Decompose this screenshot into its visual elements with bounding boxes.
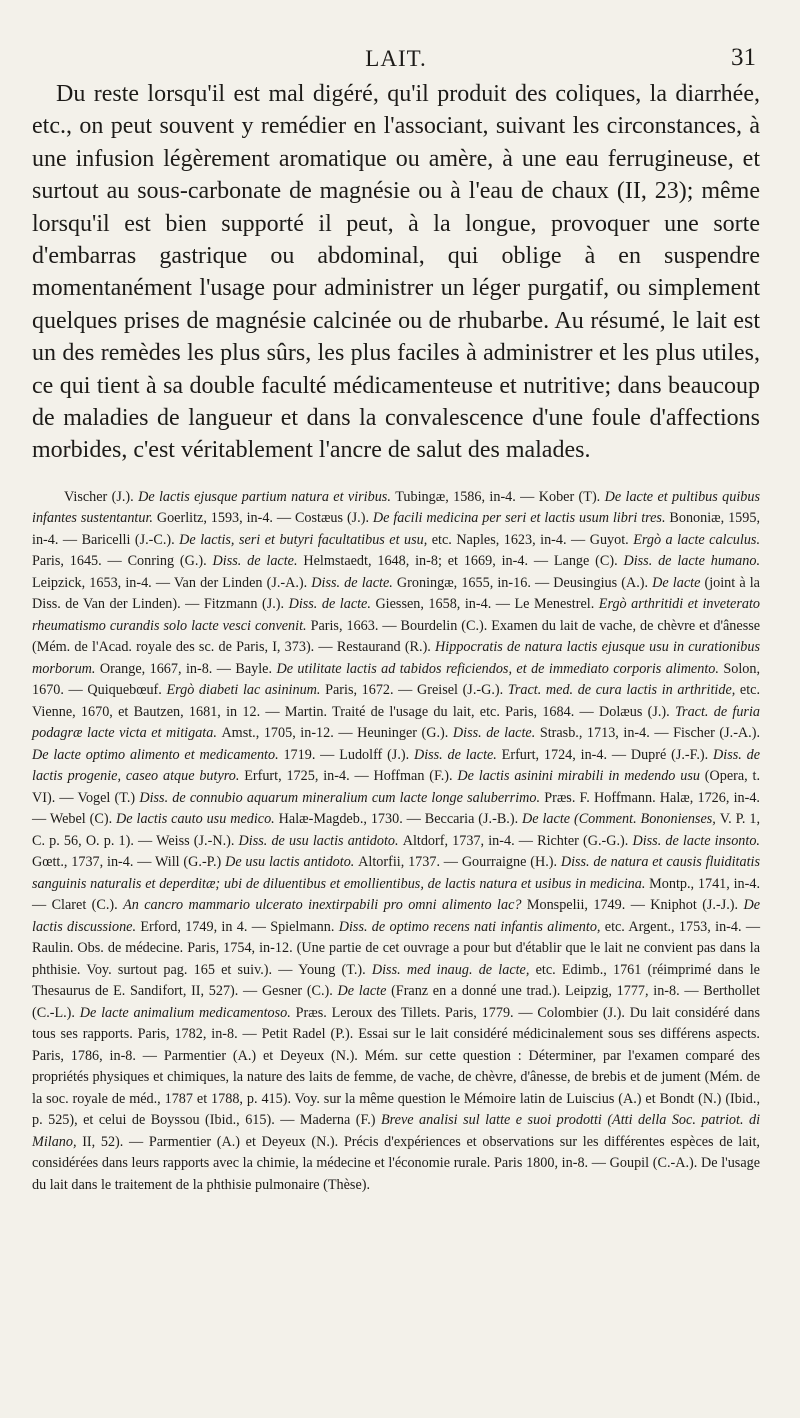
reference-author: Vogel (T.) [77, 789, 140, 806]
reference-title: De lacte et pultibus quibus infantes sustentantur. [32, 488, 760, 527]
reference-title: De lacte optimo alimento et medicamento. [32, 746, 284, 763]
reference-details: Præs. F. Hoffmann. Halæ, 1726, in-4. — [32, 789, 760, 828]
reference-title: De lactis discussione. [32, 897, 760, 935]
reference-details: Orange, 1667, in-8. — [99, 660, 236, 677]
reference-entry [64, 489, 539, 505]
reference-author: Guyot. [589, 531, 634, 548]
reference-author: Fitzmann (J.). [203, 596, 289, 613]
reference-author: Young (T.). [298, 961, 372, 978]
reference-title: De lactis ejusque partium natura et viribus. [138, 488, 396, 505]
reference-details: Du lait considéré dans tous ses rapports. Paris, 1782, in-8. — [32, 1004, 761, 1043]
reference-title: Diss. de lacte. [212, 553, 304, 570]
reference-entry [174, 575, 553, 591]
reference-author: Maderna (F.) [299, 1112, 381, 1129]
reference-entry [270, 919, 760, 935]
reference-entry [357, 725, 673, 741]
reference-details: etc. Vienne, 1670, et Bautzen, 1681, in 12. — [32, 682, 760, 720]
reference-title: Ergò diabeti lac asininum. [166, 682, 326, 699]
reference-entry [52, 897, 651, 913]
reference-details: Tubingæ, 1586, in-4. — [395, 488, 539, 505]
reference-title: De facili medicina per seri et lactis usum libri tres. [372, 510, 670, 527]
reference-details: Paris, 1663. — [310, 617, 401, 634]
reference-title: De lactis cauto usu medico. [116, 811, 279, 828]
reference-title: Diss. de lacte humano. [623, 553, 760, 570]
reference-details: (Franz en a donné une trad.). Leipzig, 1777, in-8. — [391, 983, 704, 1000]
reference-author: Dolæus (J.). [598, 703, 675, 720]
reference-details: V. P. 1, C. p. 56, O. p. 1). — [32, 811, 761, 849]
reference-details: Essai sur le lait considéré médicinalement sous ses différens aspects. Paris, 1786, in-8. — [32, 1026, 760, 1064]
reference-details: Erford, 1749, in 4. — [140, 918, 271, 935]
reference-details: Erfurt, 1724, in-4. — [501, 746, 631, 763]
reference-details: (joint à la Diss. de Van der Linden). — [32, 574, 760, 613]
reference-author: Kniphot (J.-J.). [650, 897, 744, 914]
reference-title: Diss. de lactis progenie, caseo atque butyro. [32, 746, 760, 785]
reference-author: Gesner (C.). [261, 983, 338, 1000]
reference-details: Gœtt., 1737, in-4. — [32, 854, 155, 871]
reference-details: Examen du lait de vache, de chèvre et d'ânesse (Mém. de l'Acad. royale des sc. de Paris, I, 373). — [32, 617, 761, 656]
reference-author: Bayle. [235, 660, 277, 677]
reference-author: Fischer (J.-A.). [673, 725, 760, 742]
reference-author: Raulin. [32, 940, 78, 957]
reference-title: De lacte [652, 574, 705, 591]
reference-title: De lactis asinini mirabili in medendo usu [457, 768, 705, 785]
reference-title: Ergò arthritidi et inveterato rheumatismo curandis solo lacte vesci convenit. [32, 596, 760, 634]
reference-entry [285, 704, 599, 720]
reference-author: Le Menestrel. [514, 596, 599, 613]
reference-author: Ludolff (J.). [339, 746, 414, 763]
reference-author: Weiss (J.-N.). [156, 832, 239, 849]
reference-title: Diss. de optimo recens nati infantis alimento, [338, 918, 605, 935]
reference-title: Diss. de lacte. [452, 725, 540, 742]
reference-details: Solon, 1670. — [32, 660, 761, 699]
reference-details: Amst., 1705, in-12. — [221, 725, 358, 742]
reference-details: Giessen, 1658, in-4. — [375, 596, 515, 613]
bibliography [32, 487, 760, 1197]
reference-author: Vischer (J.). [64, 488, 139, 505]
reference-details: Goerlitz, 1593, in-4. — [156, 510, 295, 527]
reference-title: Diss. de usu lactis antidoto. [238, 832, 403, 849]
reference-title: De lacte (Comment. Bononienses, [522, 811, 720, 828]
reference-details: De l'usage du lait dans le traitement de la phthisie pulmonaire (Thèse). [32, 1155, 761, 1193]
reference-details: Précis d'expériences et observations sur les différentes espèces de lait, considérées dans leurs rapports avec la chimie, la médecine et l'économie rurale. Paris 1800, in-8. — [32, 1133, 760, 1172]
reference-title: An cancro mammario ulcerato inextirpabili pro omni alimento lac? [123, 897, 527, 914]
reference-entry [50, 811, 425, 827]
reference-details: etc. Argent., 1753, in-4. — [604, 918, 761, 935]
reference-details: Mém. sur cette question : Déterminer, par l'examen comparé des propriétés physiques et chimiques, la nature des laits de femme, de vache, de chèvre, d'ânesse, de brebis et de jument (Mém. de la soc. royale de méd., 1787 et 1788, p. 415). Voy. sur la même question le Mémoire latin de Luiscius (A.) et Bondt (N.) (Ibid., p. 525), et celui de Boyssou (Ibid., 615). — [32, 1047, 761, 1129]
reference-details: Paris, 1672. — [325, 682, 417, 699]
reference-author: Parmentier (A.) et Deyeux (N.). [148, 1133, 344, 1150]
reference-details: Paris, 1645. — [32, 553, 128, 570]
reference-details: II, 52). — [82, 1133, 149, 1150]
reference-entry [87, 682, 417, 698]
reference-details: Montp., 1741, in-4. — [32, 875, 760, 914]
reference-entry [156, 833, 537, 849]
reference-entry [82, 532, 590, 548]
reference-entry [339, 747, 631, 763]
reference-title: Tract. med. de cura lactis in arthritide, [507, 682, 740, 699]
reference-author: Deusingius (A.). [553, 574, 653, 591]
reference-details: Leipzick, 1653, in-4. — [32, 574, 174, 591]
reference-author: Conring (G.). [127, 553, 213, 570]
reference-title: Diss. med inaug. de lacte, [371, 961, 536, 978]
reference-details: Altdorf, 1737, in-4. — [402, 832, 538, 849]
reference-entry [128, 553, 554, 569]
reference-title: De lacte animalium medicamentoso. [79, 1004, 296, 1021]
reference-author: Richter (G.-G.). [537, 832, 633, 849]
reference-author: Spielmann. [270, 918, 339, 935]
reference-title: Diss. de lacte. [413, 746, 502, 763]
reference-author: Van der Linden (J.-A.). [173, 574, 312, 591]
reference-details: 1719. — [283, 746, 340, 763]
reference-entry [262, 983, 703, 999]
reference-author: Costæus (J.). [294, 510, 373, 527]
reference-author: Beccaria (J.-B.). [424, 811, 523, 828]
reference-author: Webel (C). [49, 811, 117, 828]
reference-author: Hoffman (F.). [373, 768, 458, 785]
reference-details: Halæ-Magdeb., 1730. — [278, 811, 425, 828]
reference-entry [155, 854, 462, 870]
reference-author: Quiquebœuf. [87, 682, 167, 699]
reference-details: Helmstaedt, 1648, in-8; et 1669, in-4. — [303, 553, 554, 570]
reference-title: Diss. de natura et causis fluiditatis sanguinis naturalis et deperditæ; ubi de diluentibus et emollientibus, de lactis natura et usibus in medicina. [32, 854, 760, 892]
reference-details: Bononiæ, 1595, in-4. — [32, 510, 760, 548]
reference-title: De lactis, seri et butyri facultatibus et usu, [179, 531, 432, 548]
reference-author: Restaurand (R.). [336, 639, 436, 656]
main-paragraph: Du reste lorsqu'il est mal digéré, qu'il produit des coliques, la diarrhée, etc., on peut souvent y remédier en l'associant, suivant les circonstances, à une infusion légèrement aromatique ou amère, à une eau ferrugineuse, et surtout au sous-carbonate de magnésie ou à l'eau de chaux (II, 23); même lorsqu'il est bien supporté il peut, à la longue, provoquer une sorte d'embarras gastrique ou abdominal, qui oblige à en suspendre momentanément l'usage pour administrer un léger purgatif, ou simplement quelques prises de magnésie calcinée ou de rhubarbe. Au résumé, le lait est un des remèdes les plus sûrs, les plus faciles à administrer et les plus utiles, ce qui tient à sa double faculté médicamenteuse et nutritive; dans beaucoup de maladies de langueur et dans la convalescence d'une foule d'affections morbides, c'est véritablement l'ancre de salut des malades. [32, 81, 760, 464]
page-number: 31 [731, 44, 756, 71]
reference-author: Greisel (J.-G.). [416, 682, 508, 699]
running-title: LAIT. [365, 46, 427, 71]
reference-details: etc. Edimb., 1761 (réimprimé dans le Thesaurus de E. Sandifort, II, 527). — [32, 961, 760, 1000]
reference-author: Berthollet (C.-L.). [32, 983, 761, 1021]
reference-details: (Opera, t. VI). — [32, 768, 761, 806]
reference-author: Claret (C.). [51, 897, 124, 914]
reference-title: Diss. de lacte. [288, 596, 376, 613]
reference-details: Altorfii, 1737. — [358, 854, 462, 871]
reference-details: Obs. de médecine. Paris, 1754, in-12. (Une partie de cet ouvrage a pour but d'établir que le lait ne convient pas dans la phthisie. Voy. surtout pag. 165 et suiv.). — [32, 940, 760, 978]
reference-details: Strasb., 1713, in-4. — [539, 725, 674, 742]
reference-details: Groningæ, 1655, in-16. — [396, 574, 554, 591]
reference-title: Diss. de connubio aquarum mineralium cum lacte longe saluberrimo. [139, 789, 545, 806]
reference-author: Heuninger (G.). [357, 725, 453, 742]
reference-title: Breve analisi sul latte e suoi prodotti (Atti della Soc. patriot. di Milano, [32, 1112, 761, 1150]
reference-title: Diss. de lacte. [311, 574, 397, 591]
reference-details: Præs. Leroux des Tillets. Paris, 1779. — [295, 1004, 538, 1021]
reference-author: Colombier (J.). [537, 1004, 630, 1021]
reference-title: De usu lactis antidoto. [225, 854, 359, 871]
reference-title: Ergò a lacte calculus. [633, 531, 760, 548]
reference-author: Will (G.-P.) [154, 854, 226, 871]
reference-author: Lange (C). [553, 553, 624, 570]
reference-details: Erfurt, 1725, in-4. — [244, 768, 374, 785]
reference-author: Baricelli (J.-C.). [81, 531, 180, 548]
reference-details: Monspelii, 1749. — [526, 897, 651, 914]
reference-author: Martin. [284, 703, 333, 720]
reference-title: De utilitate lactis ad tabidos reficiendos, et de immediato corporis alimento. [276, 660, 724, 677]
reference-author: Kober (T). [538, 488, 605, 505]
reference-author: Parmentier (A.) et Deyeux (N.). [163, 1047, 365, 1064]
reference-title: Tract. de furia podagræ lacte victa et mitigata. [32, 703, 760, 742]
page-header [32, 0, 760, 78]
reference-title: Hippocratis de natura lactis ejusque usu in curationibus morborum. [32, 639, 760, 677]
reference-title: Diss. de lacte insonto. [632, 832, 760, 849]
reference-entry [204, 596, 515, 612]
reference-author: Dupré (J.-F.). [630, 746, 714, 763]
reference-title: De lacte [337, 983, 392, 1000]
reference-details: etc. Naples, 1623, in-4. — [431, 531, 590, 548]
reference-author: Bourdelin (C.). [400, 617, 492, 634]
reference-author: Goupil (C.-A.). [609, 1155, 701, 1172]
reference-author: Petit Radel (P.). [261, 1026, 359, 1043]
reference-author: Gourraigne (H.). [461, 854, 561, 871]
reference-details: Traité de l'usage du lait, etc. Paris, 1684. — [332, 703, 599, 720]
